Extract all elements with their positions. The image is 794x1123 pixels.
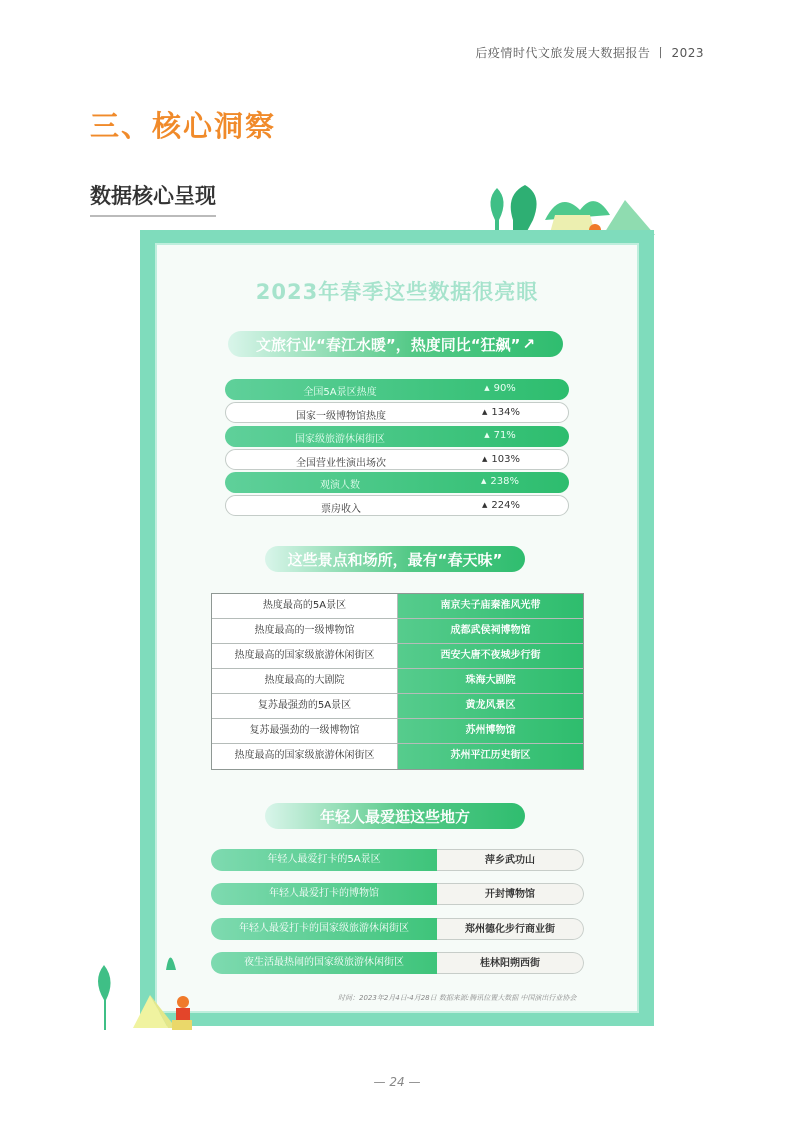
section-title: 三、核心洞察 — [90, 109, 277, 143]
young-favorite-category: 年轻人最爱打卡的5A景区 — [211, 849, 437, 871]
table-row — [212, 669, 583, 694]
block3-heading-text: 年轻人最爱逛这些地方 — [319, 807, 470, 826]
stat-value: 90% — [493, 383, 516, 394]
camping-illustration — [88, 940, 208, 1035]
stat-label: 国家级旅游休闲街区 — [295, 434, 385, 445]
triangle-up-icon: ▲ — [482, 455, 488, 463]
table-row — [212, 644, 583, 669]
young-favorite-category: 年轻人最爱打卡的国家级旅游休闲街区 — [211, 918, 437, 940]
spring-places-table — [211, 593, 584, 770]
table-cell-place: 南京夫子庙秦淮风光带 — [398, 594, 583, 618]
table-cell-place: 苏州平江历史街区 — [398, 744, 583, 769]
table-cell-category: 热度最高的国家级旅游休闲街区 — [212, 744, 398, 769]
young-favorite-place: 郑州德化步行商业街 — [437, 918, 584, 940]
stat-label: 票房收入 — [321, 504, 361, 515]
table-cell-category: 热度最高的一级博物馆 — [212, 619, 398, 643]
stat-value: 71% — [493, 430, 516, 441]
table-row — [212, 594, 583, 619]
table-cell-place: 成都武侯祠博物馆 — [398, 619, 583, 643]
table-cell-category: 复苏最强劲的一级博物馆 — [212, 719, 398, 743]
page-number: — 24 — — [373, 1075, 421, 1089]
triangle-up-icon: ▲ — [482, 501, 488, 509]
young-favorite-row — [211, 918, 584, 940]
table-cell-place: 苏州博物馆 — [398, 719, 583, 743]
triangle-up-icon: ▲ — [482, 408, 488, 416]
young-favorite-row — [211, 849, 584, 871]
table-cell-category: 热度最高的5A景区 — [212, 594, 398, 618]
stat-label: 全国营业性演出场次 — [296, 458, 386, 469]
block1-heading — [228, 331, 563, 357]
report-header-title: 后疫情时代文旅发展大数据报告 丨 2023 — [475, 46, 704, 60]
table-cell-place: 黄龙风景区 — [398, 694, 583, 718]
table-cell-place: 西安大唐不夜城步行街 — [398, 644, 583, 668]
young-favorite-row — [211, 952, 584, 974]
triangle-up-icon: ▲ — [484, 384, 490, 392]
young-favorite-row — [211, 883, 584, 905]
table-row — [212, 619, 583, 644]
block3-heading — [265, 803, 525, 829]
stat-row — [225, 379, 569, 400]
young-favorite-place: 桂林阳朔西街 — [437, 952, 584, 974]
stat-value: 224% — [491, 500, 520, 511]
table-row — [212, 694, 583, 719]
card-heading: 2023年春季这些数据很亮眼 — [255, 280, 539, 304]
young-favorite-place: 萍乡武功山 — [437, 849, 584, 871]
young-favorite-category: 夜生活最热闹的国家级旅游休闲街区 — [211, 952, 437, 974]
stat-row — [225, 402, 569, 423]
stat-label: 国家一级博物馆热度 — [296, 411, 386, 422]
trend-up-icon: ↗ — [522, 335, 535, 353]
table-cell-category: 热度最高的大剧院 — [212, 669, 398, 693]
stat-row — [225, 426, 569, 447]
triangle-up-icon: ▲ — [481, 477, 487, 485]
young-favorite-place: 开封博物馆 — [437, 883, 584, 905]
stat-label: 观演人数 — [320, 480, 360, 491]
section-subtitle: 数据核心呈现 — [90, 180, 216, 217]
table-cell-place: 珠海大剧院 — [398, 669, 583, 693]
young-favorite-category: 年轻人最爱打卡的博物馆 — [211, 883, 437, 905]
table-cell-category: 复苏最强劲的5A景区 — [212, 694, 398, 718]
table-cell-category: 热度最高的国家级旅游休闲街区 — [212, 644, 398, 668]
data-source-note: 时间：2023年2月4日-4月28日 数据来源:腾讯位置大数据 中国演出行业协会 — [338, 994, 577, 1002]
block2-heading — [265, 546, 525, 572]
table-row — [212, 744, 583, 769]
stat-value: 238% — [490, 476, 519, 487]
stat-row — [225, 449, 569, 470]
stat-value: 103% — [491, 454, 520, 465]
table-row — [212, 719, 583, 744]
stat-value: 134% — [491, 407, 520, 418]
stat-row — [225, 472, 569, 493]
block1-heading-text: 文旅行业“春江水暖”，热度同比“狂飙” — [255, 335, 521, 354]
block2-heading-text: 这些景点和场所，最有“春天味” — [287, 550, 503, 569]
triangle-up-icon: ▲ — [484, 431, 490, 439]
stat-label: 全国5A景区热度 — [303, 387, 377, 398]
stat-row — [225, 495, 569, 516]
